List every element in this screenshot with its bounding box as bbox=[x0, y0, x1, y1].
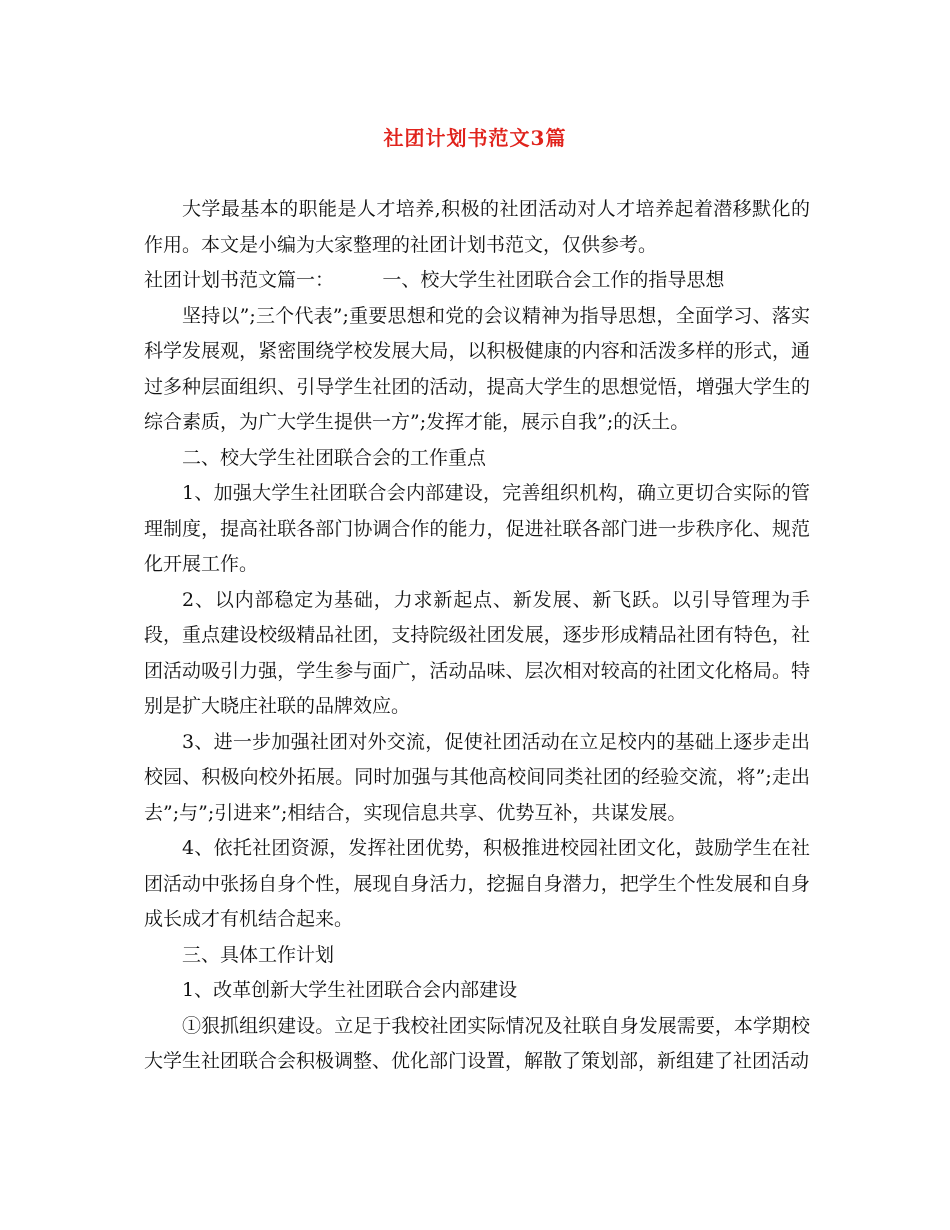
plan-item-organization: ①狠抓组织建设。立足于我校社团实际情况及社联自身发展需要，本学期校大学生社团联合会积极调整、优化部门设置，解散了策划部，新组建了社团活动 bbox=[144, 1014, 810, 1072]
section-heading-2: 二、校大学生社团联合会的工作重点 bbox=[182, 446, 487, 469]
intro-paragraph: 大学最基本的职能是人才培养,积极的社团活动对人才培养起着潜移默化的作用。本文是小编为大家整理的社团计划书范文，仅供参考。 bbox=[144, 198, 810, 256]
focus-item-2: 2、以内部稳定为基础，力求新起点、新发展、新飞跃。以引导管理为手段，重点建设校级精品社团，支持院级社团发展，逐步形成精品社团有特色，社团活动吸引力强，学生参与面广，活动品味、层次相对较高的社团文化格局。特别是扩大晓庄社联的品牌效应。 bbox=[144, 588, 810, 717]
section-heading-3: 三、具体工作计划 bbox=[182, 943, 335, 966]
guiding-thought-paragraph: 坚持以”;三个代表”;重要思想和党的会议精神为指导思想，全面学习、落实科学发展观，紧密围绕学校发展大局，以积极健康的内容和活泼多样的形式，通过多种层面组织、引导学生社团的活动，提高大学生的思想觉悟，增强大学生的综合素质，为广大学生提供一方”;发挥才能，展示自我”;的沃土。 bbox=[144, 304, 810, 433]
plan-subheading-1: 1、改革创新大学生社团联合会内部建设 bbox=[182, 979, 518, 1001]
document-title: 社团计划书范文3篇 bbox=[383, 126, 567, 150]
section-heading-1: 社团计划书范文篇一： 一、校大学生社团联合会工作的指导思想 bbox=[144, 269, 725, 291]
focus-item-4: 4、依托社团资源，发挥社团优势，积极推进校园社团文化，鼓励学生在社团活动中张扬自身个性，展现自身活力，挖掘自身潜力，把学生个性发展和自身成长成才有机结合起来。 bbox=[144, 837, 810, 930]
focus-item-1: 1、加强大学生社团联合会内部建设，完善组织机构，确立更切合实际的管理制度，提高社联各部门协调合作的能力，促进社联各部门进一步秩序化、规范化开展工作。 bbox=[144, 482, 810, 575]
document-body bbox=[144, 192, 810, 1080]
focus-item-3: 3、进一步加强社团对外交流，促使社团活动在立足校内的基础上逐步走出校园、积极向校外拓展。同时加强与其他高校间同类社团的经验交流，将”;走出去”;与”;引进来”;相结合，实现信息共享、优势互补，共谋发展。 bbox=[144, 730, 810, 824]
